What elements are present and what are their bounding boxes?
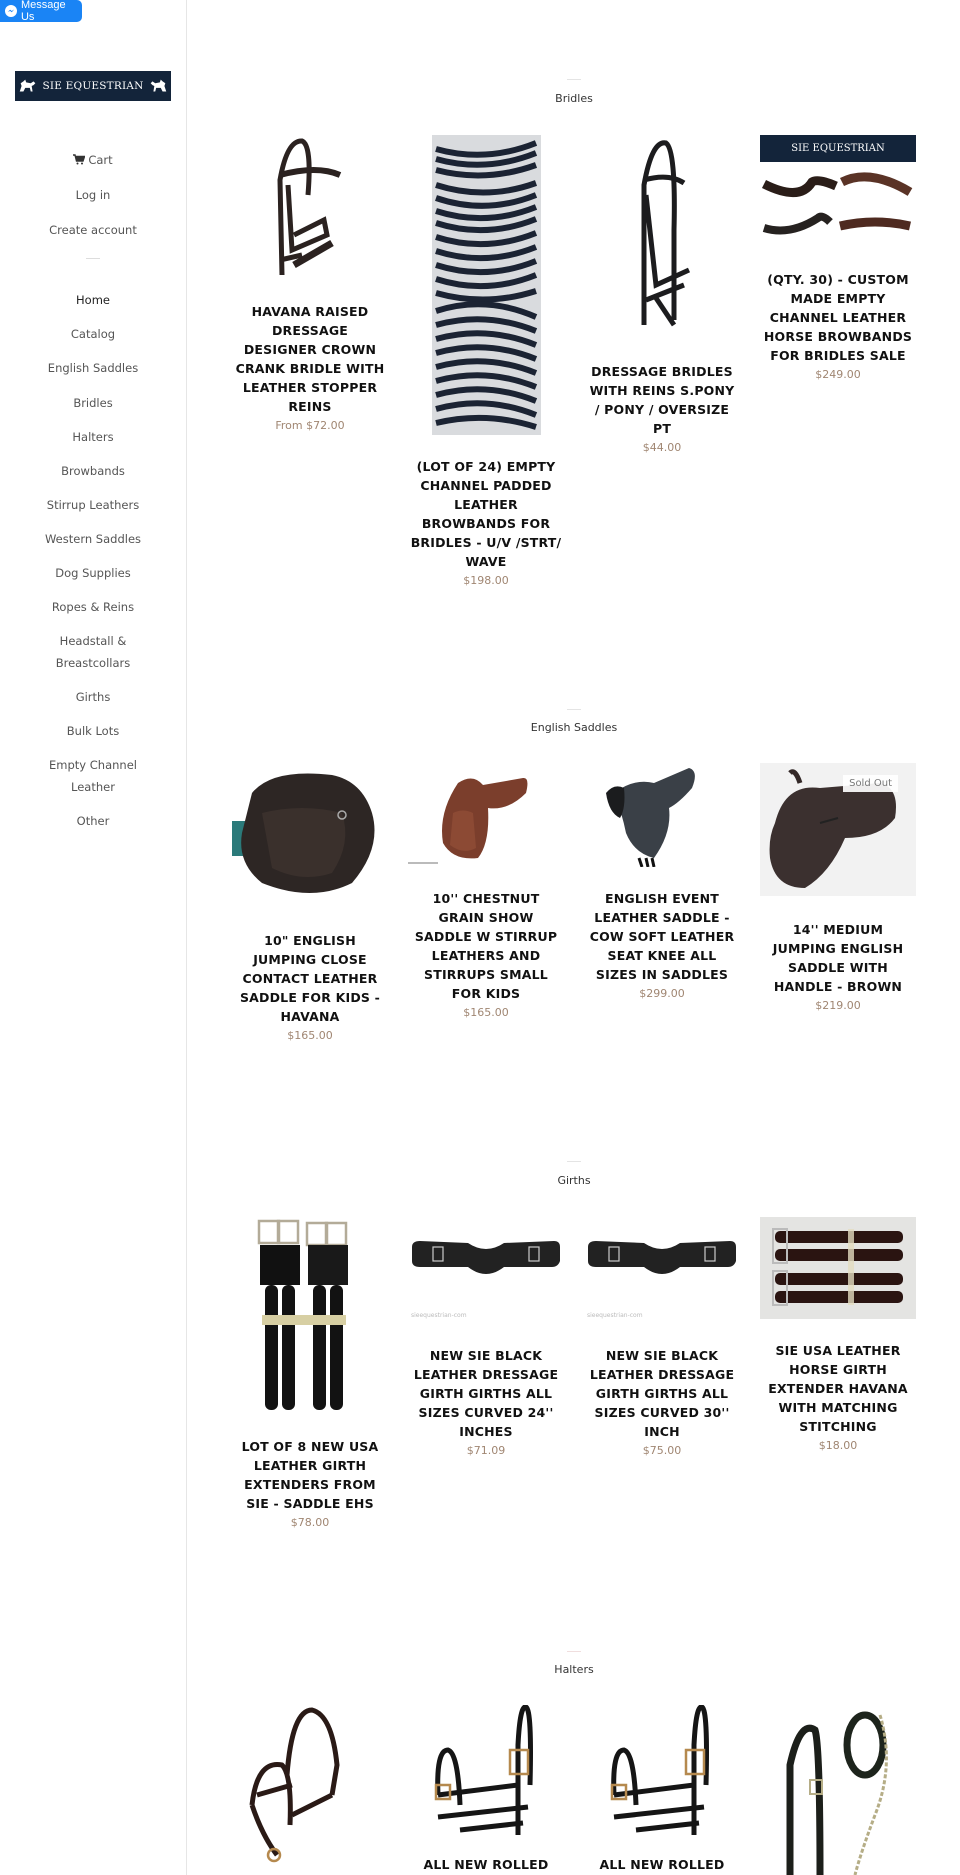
- product-price: $249.00: [815, 368, 861, 381]
- product-price: $198.00: [463, 574, 509, 587]
- product-card[interactable]: [760, 763, 916, 1014]
- product-price: $44.00: [642, 441, 682, 454]
- section-divider: [567, 709, 581, 710]
- nav-dog-supplies[interactable]: Dog Supplies: [55, 566, 131, 580]
- horse-icon: [17, 77, 39, 95]
- product-price: From $72.00: [275, 419, 345, 432]
- messenger-icon: [5, 5, 17, 17]
- product-image[interactable]: [760, 1705, 916, 1875]
- product-image[interactable]: [232, 1705, 388, 1865]
- product-card[interactable]: [584, 1705, 740, 1874]
- product-image[interactable]: [584, 1705, 740, 1845]
- nav-headstall-breastcollars[interactable]: Headstall & Breastcollars: [55, 634, 131, 670]
- product-price: $219.00: [815, 999, 861, 1012]
- message-us-button[interactable]: [0, 0, 82, 22]
- product-card[interactable]: [232, 135, 388, 434]
- section-divider: [567, 1161, 581, 1162]
- product-title[interactable]: NEW SIE BLACK LEATHER DRESSAGE GIRTH GIRTHS ALL SIZES CURVED 30'' INCH: [589, 1348, 735, 1439]
- product-card[interactable]: [408, 1705, 564, 1874]
- nav-western-saddles[interactable]: Western Saddles: [44, 532, 142, 546]
- product-title[interactable]: ENGLISH EVENT LEATHER SADDLE - COW SOFT LEATHER SEAT KNEE ALL SIZES IN SADDLES: [589, 891, 735, 982]
- sidebar-divider: [86, 258, 100, 259]
- product-price: $299.00: [639, 987, 685, 1000]
- product-price: $165.00: [287, 1029, 333, 1042]
- horse-icon: [147, 77, 169, 95]
- product-price: $18.00: [818, 1439, 858, 1452]
- product-price: $165.00: [463, 1006, 509, 1019]
- login-link[interactable]: Log in: [75, 188, 111, 202]
- product-title[interactable]: 10'' CHESTNUT GRAIN SHOW SADDLE W STIRRUP LEATHERS AND STIRRUPS SMALL FOR KIDS: [414, 891, 558, 1001]
- nav-stirrup-leathers[interactable]: Stirrup Leathers: [46, 498, 140, 512]
- product-card[interactable]: [408, 135, 564, 589]
- nav-ropes-reins[interactable]: Ropes & Reins: [51, 600, 135, 614]
- product-image[interactable]: [232, 763, 388, 907]
- product-image[interactable]: [584, 1217, 740, 1324]
- product-title[interactable]: SIE USA LEATHER HORSE GIRTH EXTENDER HAVANA WITH MATCHING STITCHING: [768, 1343, 908, 1434]
- section-title-halters[interactable]: Halters: [554, 1663, 594, 1676]
- product-card[interactable]: [584, 1217, 740, 1459]
- product-title[interactable]: ALL NEW ROLLED: [599, 1857, 725, 1872]
- product-image[interactable]: [408, 1705, 564, 1845]
- product-card[interactable]: [408, 763, 564, 1021]
- product-card[interactable]: [408, 1217, 564, 1459]
- product-image[interactable]: [584, 135, 740, 342]
- product-image[interactable]: [584, 763, 740, 867]
- section-title-girths[interactable]: Girths: [557, 1174, 591, 1187]
- product-card[interactable]: [760, 135, 916, 383]
- nav-bulk-lots[interactable]: Bulk Lots: [66, 724, 120, 738]
- nav-catalog[interactable]: Catalog: [70, 327, 116, 341]
- section-title-english-saddles[interactable]: English Saddles: [530, 721, 618, 734]
- site-logo[interactable]: [15, 71, 171, 101]
- product-image[interactable]: [408, 763, 564, 867]
- product-title[interactable]: LOT OF 8 NEW USA LEATHER GIRTH EXTENDERS FROM SIE - SADDLE EHS: [241, 1439, 379, 1511]
- product-title[interactable]: DRESSAGE BRIDLES WITH REINS S.PONY / PONY / OVERSIZE PT: [589, 364, 735, 436]
- cart-link[interactable]: Cart: [0, 149, 186, 172]
- nav-other[interactable]: Other: [76, 814, 110, 828]
- section-divider: [567, 1651, 581, 1652]
- sold-out-badge: Sold Out: [843, 775, 898, 792]
- product-image[interactable]: [408, 1217, 564, 1324]
- nav-bridles[interactable]: Bridles: [73, 396, 113, 410]
- product-price: $78.00: [290, 1516, 330, 1529]
- nav-home[interactable]: Home: [76, 293, 110, 307]
- product-title[interactable]: (QTY. 30) - CUSTOM MADE EMPTY CHANNEL LEATHER HORSE BROWBANDS FOR BRIDLES SALE: [763, 272, 913, 363]
- cart-icon: [73, 150, 85, 172]
- product-card[interactable]: [232, 1705, 388, 1865]
- product-title[interactable]: HAVANA RAISED DRESSAGE DESIGNER CROWN CRANK BRIDLE WITH LEATHER STOPPER REINS: [235, 304, 385, 414]
- nav-girths[interactable]: Girths: [75, 690, 111, 704]
- product-title[interactable]: ALL NEW ROLLED: [423, 1857, 549, 1872]
- product-card[interactable]: [232, 763, 388, 1044]
- sidebar: [0, 0, 187, 1875]
- product-card[interactable]: [232, 1217, 388, 1531]
- product-title[interactable]: 10" ENGLISH JUMPING CLOSE CONTACT LEATHER SADDLE FOR KIDS - HAVANA: [239, 933, 381, 1024]
- section-divider: [567, 79, 581, 80]
- product-image[interactable]: [760, 1217, 916, 1319]
- product-image[interactable]: SIE EQUESTRIAN: [760, 135, 916, 250]
- svg-text:sieequestrian-com: sieequestrian-com: [411, 1312, 467, 1319]
- product-image[interactable]: [232, 135, 388, 278]
- create-account-link[interactable]: Create account: [49, 223, 137, 237]
- logo-text: SIE EQUESTRIAN: [42, 80, 144, 92]
- svg-text:sieequestrian-com: sieequestrian-com: [587, 1312, 643, 1319]
- product-title[interactable]: 14'' MEDIUM JUMPING ENGLISH SADDLE WITH HANDLE - BROWN: [772, 922, 904, 994]
- nav-halters[interactable]: Halters: [72, 430, 114, 444]
- product-card[interactable]: [760, 1217, 916, 1454]
- product-title[interactable]: (LOT OF 24) EMPTY CHANNEL PADDED LEATHER BROWBANDS FOR BRIDLES - U/V /STRT/ WAVE: [410, 459, 562, 569]
- product-price: $75.00: [642, 1444, 682, 1457]
- product-image[interactable]: [432, 135, 541, 435]
- product-price: $71.09: [466, 1444, 506, 1457]
- product-card[interactable]: [584, 135, 740, 456]
- nav-browbands[interactable]: Browbands: [61, 464, 125, 478]
- nav-empty-channel-leather[interactable]: Empty Channel Leather: [49, 758, 137, 794]
- product-image[interactable]: [760, 763, 916, 896]
- nav-english-saddles[interactable]: English Saddles: [47, 361, 139, 375]
- message-us-label: Message Us: [20, 0, 66, 23]
- product-card[interactable]: [584, 763, 740, 1002]
- product-title[interactable]: NEW SIE BLACK LEATHER DRESSAGE GIRTH GIRTHS ALL SIZES CURVED 24'' INCHES: [413, 1348, 559, 1439]
- section-title-bridles[interactable]: Bridles: [555, 92, 593, 105]
- product-card[interactable]: [760, 1705, 916, 1875]
- product-image[interactable]: [232, 1217, 388, 1415]
